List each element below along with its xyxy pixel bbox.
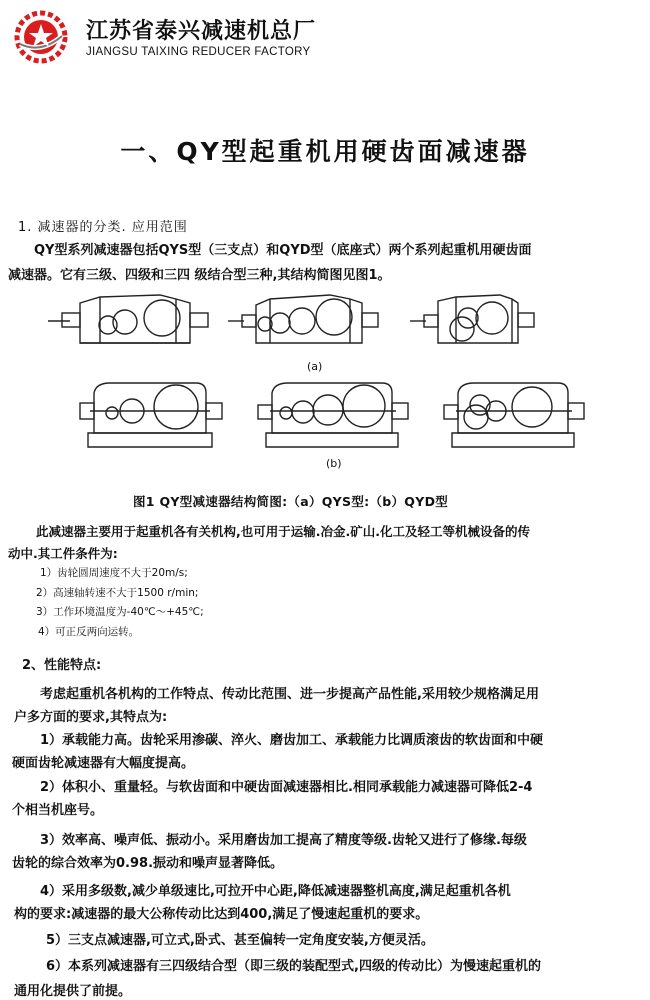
company-logo-icon [14,10,68,64]
feature-text-line: 1）承载能力高。齿轮采用渗碳、淬火、磨齿加工、承载能力比调质滚齿的软齿面和中硬 [40,733,544,748]
feature-text-line: 考虑起重机各机构的工作特点、传动比范围、进一步提高产品性能,采用较少规格满足用 [40,687,539,702]
figure-label-a: (a) [307,360,323,373]
usage-text-line: 此减速器主要用于起重机各有关机构,也可用于运输.冶金.矿山.化工及轻工等机械设备的传 [36,524,530,539]
qyd-4-stage-sketch [258,383,408,447]
feature-text-line: 4）采用多级数,减少单级速比,可拉开中心距,降低减速器整机高度,满足起重机各机 [40,884,511,899]
feature-text-line: 5）三支点减速器,可立式,卧式、甚至偏转一定角度安装,方便灵活。 [46,933,434,948]
feature-text-line: 硬面齿轮减速器有大幅度提高。 [12,756,195,771]
section-2-heading: 2、性能特点: [22,658,102,673]
condition-item: 2）高速轴转速不大于1500 r/min; [36,587,199,599]
usage-text-line: 动中.其工件条件为: [8,546,118,561]
company-name-cn: 江苏省泰兴减速机总厂 [86,19,317,44]
feature-text-line: 6）本系列减速器有三四级结合型（即三级的装配型式,四级的传动比）为慢速起重机的 [46,959,541,974]
feature-text-line: 通用化提供了前提。 [14,984,132,999]
section-1-text-line: QY型系列减速器包括QYS型（三支点）和QYD型（底座式）两个系列起重机用硬齿面 [34,243,532,258]
figure-caption: 图1 QY型减速器结构简图:（a）QYS型:（b）QYD型 [133,494,449,509]
figure-label-b: (b) [326,457,342,470]
feature-text-line: 户多方面的要求,其特点为: [14,710,168,725]
page-header [0,0,650,80]
feature-text-line: 齿轮的综合效率为0.98.振动和噪声显著降低。 [12,856,284,871]
condition-item: 4）可正反两向运转。 [38,626,140,638]
reducer-structure-figure [0,285,650,485]
qys-3-4-stage-sketch [410,295,534,343]
feature-text-line: 构的要求:减速器的最大公称传动比达到400,满足了慢速起重机的要求。 [14,907,429,922]
feature-text-line: 2）体积小、重量轻。与软齿面和中硬齿面减速器相比.相同承载能力减速器可降低2-4 [40,780,533,795]
company-name-en: JIANGSU TAIXING REDUCER FACTORY [86,46,311,58]
qyd-3-stage-sketch [80,383,222,447]
condition-item: 1）齿轮圆周速度不大于20m/s; [40,567,188,579]
qys-4-stage-sketch [228,295,378,343]
section-1-text-line: 减速器。它有三级、四级和三四 级结合型三种,其结构简图见图1。 [8,268,391,283]
condition-item: 3）工作环境温度为-40℃～+45℃; [36,606,204,618]
section-1-heading: 1. 减速器的分类. 应用范围 [18,220,188,235]
qyd-3-4-stage-sketch [444,383,584,447]
feature-text-line: 个相当机座号。 [12,803,104,818]
page-title: 一、QY型起重机用硬齿面减速器 [120,137,530,166]
qys-3-stage-sketch [48,295,208,343]
feature-text-line: 3）效率高、噪声低、振动小。采用磨齿加工提高了精度等级.齿轮又进行了修缘.每级 [40,833,527,848]
